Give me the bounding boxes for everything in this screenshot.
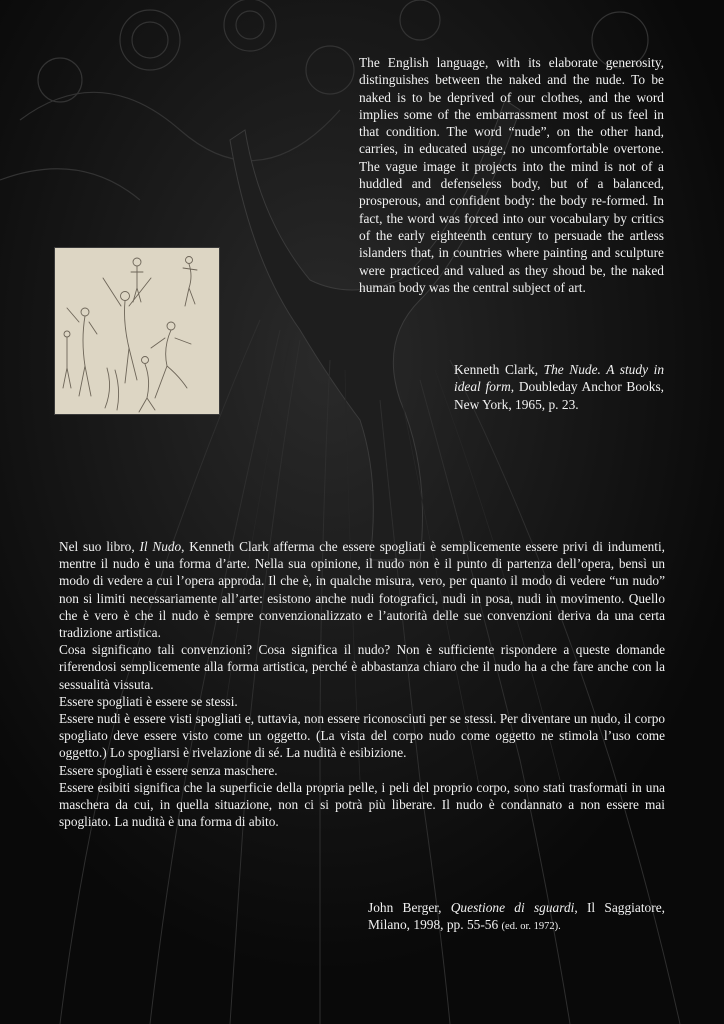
nude-sketch-image bbox=[55, 248, 219, 414]
italian-paragraph-2: Cosa significano tali convenzioni? Cosa significa il nudo? Non è sufficiente rispondere a queste domande riferendosi semplicemente alla forma artistica, perché è abbastanza chiaro che il nudo ha a che fare anche con la sessualità vissuta. bbox=[59, 642, 665, 692]
clark-quote bbox=[359, 54, 664, 296]
sketch-thumbnail bbox=[55, 248, 219, 414]
clark-citation bbox=[454, 361, 664, 413]
clark-quote-text: The English language, with its elaborate generosity, distinguishes between the naked and the nude. To be naked is to be deprived of our clothes, and the word implies some of the embarrassment most of us feel in that condition. The word “nude”, on the other hand, carries, in educated usage, no uncomfortable overtone. The vague image it projects into the mind is not of a huddled and defenseless body, but of a balanced, prosperous, and confident body: the body re-formed. In fact, the word was forced into our vocabulary by critics of the early eighteenth century to persuade the artless islanders that, in countries where painting and sculpture were practiced and valued as they shoud be, the naked human body was the central subject of art. bbox=[359, 55, 664, 295]
clark-citation-title: The Nude. A study in ideal form bbox=[454, 362, 665, 395]
italian-paragraph-6: Essere esibiti significa che la superficie della propria pelle, i peli del proprio corpo, sono stati trasformati in una maschera da cui, in quella situazione, non ci si potrà più liberare. Il nudo è condannato a non essere mai spogliato. La nudità è una forma di abito. bbox=[59, 779, 665, 830]
italian-p1-book-title: Il Nudo bbox=[139, 539, 182, 554]
italian-paragraph-4: Essere nudi è essere visti spogliati e, tuttavia, non essere riconosciuti per se stessi. Per diventare un nudo, il corpo spogliato deve essere visto come un oggetto. (La vista del corpo nudo come oggetto ne stimola l’uso come oggetto.) Lo spogliarsi è rivelazione di sé. La nudità è esibizione. bbox=[59, 711, 665, 761]
italian-text bbox=[59, 538, 665, 830]
berger-citation-author: John Berger, bbox=[368, 900, 451, 915]
italian-p1-rest: , Kenneth Clark afferma che essere spogliati è semplicemente essere privi di indumenti, mentre il nudo è una forma d’arte. Nella sua opinione, il nudo non è il punto di partenza dell’opera, bensì un modo di vedere a cui l’opera approda. Il che è, in qualche misura, vero, per quanto il modo di vedere “un nudo” non si limiti necessariamente all’arte: esistono anche nudi fotografici, nudi in posa, nudi in movimento. Quello che è vero è che il nudo è sempre convenzionalizzato e l’autorità delle sue convenzioni deriva da una certa tradizione artistica. bbox=[59, 539, 665, 641]
berger-citation bbox=[368, 899, 665, 936]
italian-paragraph-3: Essere spogliati è essere se stessi. bbox=[59, 693, 238, 709]
italian-paragraph-5: Essere spogliati è essere senza maschere. bbox=[59, 762, 278, 778]
italian-paragraph-1 bbox=[59, 538, 665, 641]
italian-p1-start: Nel suo libro, bbox=[59, 539, 140, 554]
berger-citation-title: Questione di sguardi bbox=[450, 900, 575, 915]
berger-citation-rest: , Il Saggiatore, Milano, 1998, pp. 55-56 bbox=[368, 900, 665, 933]
berger-citation-note: (ed. or. 1972). bbox=[501, 921, 561, 933]
clark-citation-rest: , Doubleday Anchor Books, New York, 1965, p. 23. bbox=[454, 379, 664, 412]
clark-citation-author: Kenneth Clark, bbox=[454, 362, 544, 377]
